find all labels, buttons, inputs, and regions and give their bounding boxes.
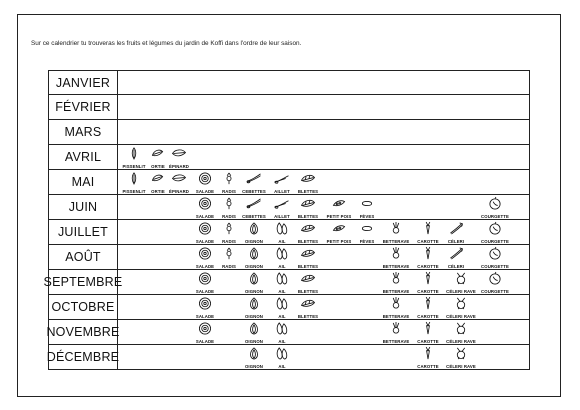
beetroot-icon [388, 247, 404, 260]
vegetable-item [239, 170, 269, 195]
vegetable-label: CAROTTE [417, 339, 439, 344]
lettuce-icon [197, 247, 213, 260]
vegetable-label: COURGETTE [481, 214, 509, 219]
beetroot-icon [388, 297, 404, 310]
vegetable-item [190, 295, 220, 320]
radish-icon [221, 222, 237, 235]
vegetable-label: SALADE [195, 214, 215, 219]
vegetable-item [480, 245, 510, 270]
vegetable-label: CAROTTE [417, 314, 439, 319]
vegetable-item [190, 270, 220, 295]
vegetable-item [239, 195, 269, 220]
vegetable-item [413, 295, 443, 320]
vegetable-label: CAROTTE [417, 364, 439, 369]
month-row [48, 145, 530, 170]
vegetable-label: BETTERAVE [382, 339, 410, 344]
chard-icon [300, 247, 316, 260]
vegetable-item [267, 345, 297, 370]
vegetable-label: AIL [278, 314, 286, 319]
month-row [48, 70, 530, 95]
month-row [43, 270, 530, 295]
vegetable-item [293, 295, 323, 320]
vegetable-label: PETIT POIS [326, 239, 352, 244]
vegetable-item [441, 245, 471, 270]
chard-icon [300, 172, 316, 185]
vegetable-label: CÉLERI RAVE [446, 339, 476, 344]
vegetable-label: ÉPINARD [168, 164, 190, 169]
zucchini-icon [487, 222, 503, 235]
month-row [48, 320, 530, 345]
vegetable-label: COURGETTE [481, 289, 509, 294]
vegetable-item [164, 145, 194, 170]
vegetable-item [352, 220, 382, 245]
onion-icon [246, 222, 262, 235]
carrot-icon [420, 347, 436, 360]
spring-onion-icon [246, 197, 262, 210]
vegetable-item [239, 220, 269, 245]
vegetable-label: CÉLERI RAVE [446, 289, 476, 294]
month-label: JUILLET [48, 220, 118, 244]
zucchini-icon [487, 197, 503, 210]
vegetable-label: BLETTES [297, 289, 319, 294]
vegetable-label: AIL [278, 264, 286, 269]
vegetable-label: SALADE [195, 289, 215, 294]
vegetable-item [293, 170, 323, 195]
vegetable-label: BLETTES [297, 189, 319, 194]
celery-icon [448, 222, 464, 235]
vegetable-label: OIGNON [244, 264, 264, 269]
month-label: AVRIL [48, 145, 118, 169]
vegetable-label: CEBETTES [242, 214, 266, 219]
vegetable-label: CÉLERI [447, 239, 465, 244]
vegetable-item [239, 295, 269, 320]
vegetable-item [413, 320, 443, 345]
month-label: AOÛT [48, 245, 118, 269]
vegetable-label: OIGNON [244, 239, 264, 244]
vegetable-label: CEBETTES [242, 189, 266, 194]
vegetable-label: SALADE [195, 264, 215, 269]
vegetable-label: ÉPINARD [168, 189, 190, 194]
vegetable-label: OIGNON [244, 364, 264, 369]
month-row [48, 170, 530, 195]
vegetable-item [293, 220, 323, 245]
vegetable-label: CÉLERI RAVE [446, 364, 476, 369]
vegetable-item [381, 245, 411, 270]
month-row [48, 345, 530, 370]
vegetable-item [239, 345, 269, 370]
month-label: JANVIER [48, 71, 118, 94]
vegetable-label: BETTERAVE [382, 264, 410, 269]
month-label: MARS [48, 120, 118, 144]
vegetable-item [324, 195, 354, 220]
spring-onion-icon [246, 172, 262, 185]
vegetable-label: SALADE [195, 239, 215, 244]
vegetable-label: FÈVES [359, 214, 375, 219]
chard-icon [300, 272, 316, 285]
vegetable-item [324, 220, 354, 245]
vegetable-item [446, 295, 476, 320]
onion-icon [246, 247, 262, 260]
green-garlic-icon [274, 197, 290, 210]
vegetable-label: ORTIE [151, 189, 165, 194]
vegetable-label: RADIS [222, 239, 236, 244]
chard-icon [300, 222, 316, 235]
carrot-icon [420, 297, 436, 310]
vegetable-item [293, 195, 323, 220]
vegetable-label: RADIS [222, 214, 236, 219]
vegetable-label: BLETTES [297, 264, 319, 269]
carrot-icon [420, 272, 436, 285]
month-row [48, 295, 530, 320]
vegetable-label: RADIS [222, 264, 236, 269]
vegetable-label: ORTIE [151, 164, 165, 169]
lettuce-icon [197, 297, 213, 310]
celeriac-icon [453, 272, 469, 285]
radish-icon [221, 197, 237, 210]
vegetable-label: AILLET [274, 214, 290, 219]
chard-icon [300, 197, 316, 210]
vegetable-item [293, 270, 323, 295]
vegetable-item [413, 345, 443, 370]
spinach-icon [171, 147, 187, 160]
celeriac-icon [453, 297, 469, 310]
beetroot-icon [388, 272, 404, 285]
pea-icon [331, 222, 347, 235]
vegetable-item [381, 220, 411, 245]
pea-icon [331, 197, 347, 210]
month-label: DÉCEMBRE [48, 345, 118, 369]
onion-icon [246, 297, 262, 310]
green-garlic-icon [274, 172, 290, 185]
vegetable-item [267, 320, 297, 345]
lettuce-icon [197, 222, 213, 235]
vegetable-item [441, 220, 471, 245]
month-row [48, 95, 530, 120]
vegetable-item [413, 220, 443, 245]
garlic-icon [274, 297, 290, 310]
vegetable-label: SALADE [195, 314, 215, 319]
garlic-icon [274, 247, 290, 260]
zucchini-icon [487, 272, 503, 285]
zucchini-icon [487, 247, 503, 260]
carrot-icon [420, 222, 436, 235]
vegetable-item [190, 320, 220, 345]
month-row [48, 195, 530, 220]
month-label: OCTOBRE [48, 295, 118, 319]
carrot-icon [420, 247, 436, 260]
vegetable-label: AIL [278, 364, 286, 369]
vegetable-item [446, 345, 476, 370]
vegetable-item [381, 270, 411, 295]
lettuce-icon [197, 172, 213, 185]
dandelion-icon [126, 172, 142, 185]
vegetable-item [413, 270, 443, 295]
season-calendar [43, 70, 530, 370]
vegetable-item [293, 245, 323, 270]
vegetable-item [446, 270, 476, 295]
month-row [48, 220, 530, 245]
vegetable-label: COURGETTE [481, 239, 509, 244]
broad-bean-icon [359, 222, 375, 235]
vegetable-item [480, 195, 510, 220]
vegetable-label: CAROTTE [417, 264, 439, 269]
vegetable-label: BETTERAVE [382, 239, 410, 244]
vegetable-item [381, 295, 411, 320]
beetroot-icon [388, 322, 404, 335]
garlic-icon [274, 222, 290, 235]
intro-text: Sur ce calendrier tu trouveras les fruits et légumes du jardin de Koffi dans l'ordre de leur saison. [31, 40, 302, 47]
garlic-icon [274, 347, 290, 360]
radish-icon [221, 247, 237, 260]
vegetable-label: AIL [278, 289, 286, 294]
vegetable-item [239, 270, 269, 295]
garlic-icon [274, 322, 290, 335]
lettuce-icon [197, 322, 213, 335]
vegetable-item [381, 320, 411, 345]
onion-icon [246, 347, 262, 360]
beetroot-icon [388, 222, 404, 235]
lettuce-icon [197, 197, 213, 210]
vegetable-item [480, 220, 510, 245]
vegetable-label: PISSENLIT [122, 189, 146, 194]
vegetable-label: FÈVES [359, 239, 375, 244]
vegetable-label: BLETTES [297, 314, 319, 319]
vegetable-label: OIGNON [244, 314, 264, 319]
vegetable-label: AILLET [274, 189, 290, 194]
vegetable-item [480, 270, 510, 295]
vegetable-label: SALADE [195, 189, 215, 194]
vegetable-label: PISSENLIT [122, 164, 146, 169]
month-label: MAI [48, 170, 118, 194]
vegetable-label: OIGNON [244, 339, 264, 344]
vegetable-item [446, 320, 476, 345]
vegetable-label: PETIT POIS [326, 214, 352, 219]
vegetable-label: BETTERAVE [382, 289, 410, 294]
onion-icon [246, 272, 262, 285]
month-row [48, 245, 530, 270]
dandelion-icon [126, 147, 142, 160]
month-label: NOVEMBRE [48, 320, 118, 344]
garlic-icon [274, 272, 290, 285]
vegetable-label: CÉLERI RAVE [446, 314, 476, 319]
vegetable-label: BLETTES [297, 214, 319, 219]
vegetable-label: RADIS [222, 189, 236, 194]
vegetable-label: OIGNON [244, 289, 264, 294]
vegetable-label: CÉLERI [447, 264, 465, 269]
radish-icon [221, 172, 237, 185]
month-label: JUIN [48, 195, 118, 219]
vegetable-label: CAROTTE [417, 289, 439, 294]
vegetable-item [413, 245, 443, 270]
vegetable-label: SALADE [195, 339, 215, 344]
vegetable-item [239, 320, 269, 345]
vegetable-item [239, 245, 269, 270]
celeriac-icon [453, 347, 469, 360]
month-row [48, 120, 530, 145]
vegetable-item [352, 195, 382, 220]
broad-bean-icon [359, 197, 375, 210]
month-label: FÉVRIER [48, 95, 118, 119]
vegetable-label: BLETTES [297, 239, 319, 244]
vegetable-label: COURGETTE [481, 264, 509, 269]
vegetable-label: CAROTTE [417, 239, 439, 244]
carrot-icon [420, 322, 436, 335]
lettuce-icon [197, 272, 213, 285]
vegetable-label: AIL [278, 339, 286, 344]
month-label: SEPTEMBRE [48, 270, 118, 294]
onion-icon [246, 322, 262, 335]
vegetable-label: BETTERAVE [382, 314, 410, 319]
vegetable-label: AIL [278, 239, 286, 244]
chard-icon [300, 297, 316, 310]
celeriac-icon [453, 322, 469, 335]
spinach-icon [171, 172, 187, 185]
celery-icon [448, 247, 464, 260]
